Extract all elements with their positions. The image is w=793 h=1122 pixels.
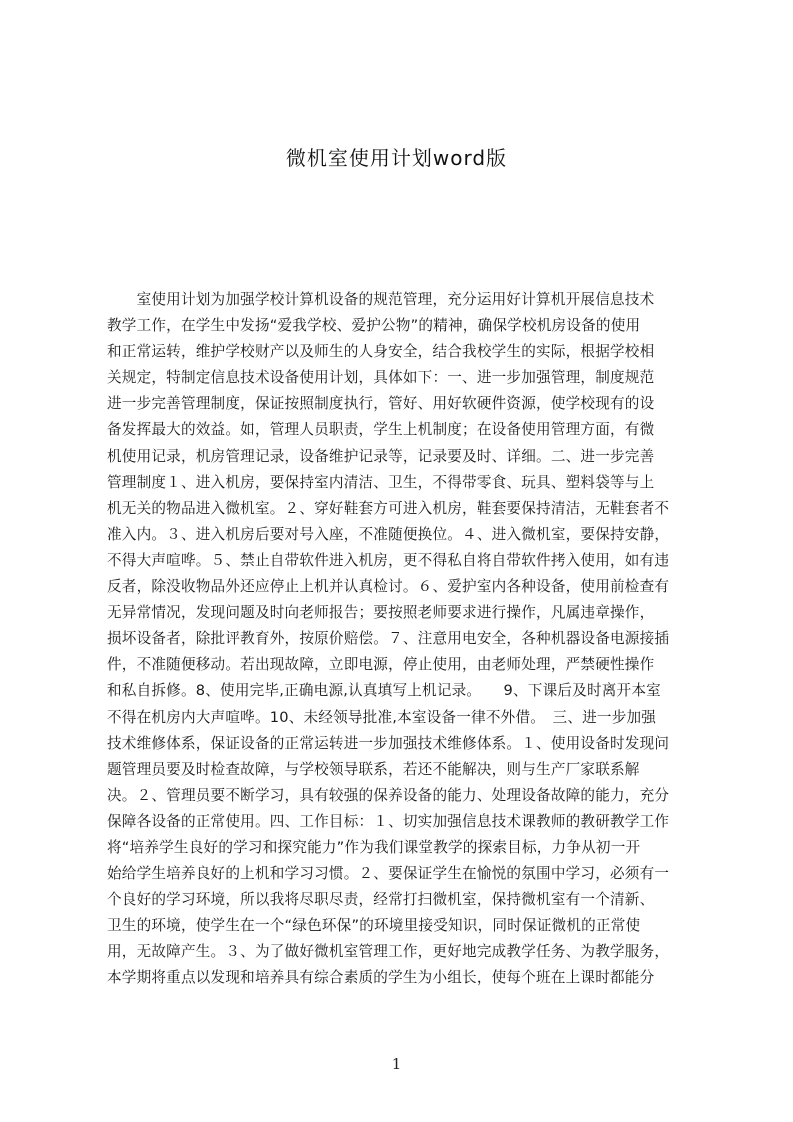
body-line: 题管理员要及时检查故障，与学校领导联系，若还不能解决，则与生产厂家联系解: [107, 760, 640, 778]
body-line: 卫生的环境，使学生在一个“绿色环保”的环境里接受知识，同时保证微机的正常使: [107, 917, 641, 935]
body-line: 关规定，特制定信息技术设备使用计划，具体如下：一、进一步加强管理，制度规范: [107, 369, 655, 387]
body-line: 不得大声喧哗。５、禁止自带软件进入机房，更不得私自将自带软件拷入使用，如有违: [107, 551, 670, 569]
body-line: 教学工作，在学生中发扬“爱我学校、爱护公物”的精神，确保学校机房设备的使用: [107, 317, 641, 335]
body-line: 损坏设备者，除批评教育外，按原价赔偿。７、注意用电安全，各种机器设备电源接插: [107, 630, 670, 648]
document-body: [107, 287, 699, 1047]
body-line: 用，无故障产生。３、为了做好微机室管理工作，更好地完成教学任务、为教学服务，: [107, 943, 670, 961]
document-title: 微机室使用计划word版: [285, 146, 508, 170]
body-line: 技术维修体系，保证设备的正常运转进一步加强技术维修体系。１、使用设备时发现问: [107, 734, 670, 752]
page-number: 1: [391, 1055, 402, 1073]
body-line: 不得在机房内大声喧哗。10、未经领导批准,本室设备一律不外借。 三、进一步加强: [107, 708, 657, 726]
body-line: 管理制度１、进入机房，要保持室内清洁、卫生，不得带零食、玩具、塑料袋等与上: [107, 473, 655, 491]
body-line: 机无关的物品进入微机室。２、穿好鞋套方可进入机房，鞋套要保持清洁，无鞋套者不: [107, 499, 670, 517]
body-line: 室使用计划为加强学校计算机设备的规范管理，充分运用好计算机开展信息技术: [107, 291, 655, 308]
body-line: 将“培养学生良好的学习和探究能力”作为我们课堂教学的探索目标，力争从初一开: [107, 838, 641, 856]
body-line: 本学期将重点以发现和培养具有综合素质的学生为小组长，使每个班在上课时都能分: [107, 969, 655, 987]
body-line: 无异常情况，发现问题及时向老师报告；要按照老师要求进行操作，凡属违章操作，: [107, 604, 655, 622]
body-line: 件，不准随便移动。若出现故障，立即电源，停止使用，由老师处理，严禁硬性操作: [107, 656, 655, 674]
body-line: 机使用记录，机房管理记录，设备维护记录等，记录要及时、详细。二、进一步完善: [107, 447, 655, 465]
body-line: 备发挥最大的效益。如，管理人员职责，学生上机制度；在设备使用管理方面，有微: [107, 421, 655, 439]
body-line: 保障各设备的正常使用。四、工作目标：１、切实加强信息技术课教师的教研教学工作: [107, 812, 670, 830]
body-line: 和私自拆修。8、使用完毕,正确电源,认真填写上机记录。 9、下课后及时离开本室: [107, 682, 661, 700]
body-line: 进一步完善管理制度，保证按照制度执行，管好、用好软硬件资源，使学校现有的设: [107, 395, 655, 413]
body-line: 个良好的学习环境，所以我将尽职尽责，经常打扫微机室，保持微机室有一个清新、: [107, 891, 655, 909]
body-line: 反者，除没收物品外还应停止上机并认真检讨。６、爱护室内各种设备，使用前检查有: [107, 578, 670, 596]
body-line: 准入内。３、进入机房后要对号入座，不准随便换位。４、进入微机室，要保持安静，: [107, 525, 670, 543]
body-line: 始给学生培养良好的上机和学习习惯。２、要保证学生在愉悦的氛围中学习，必须有一: [107, 865, 670, 883]
body-line: 和正常运转，维护学校财产以及师生的人身安全，结合我校学生的实际，根据学校相: [107, 343, 655, 361]
body-line: 决。２、管理员要不断学习，具有较强的保养设备的能力、处理设备故障的能力，充分: [107, 786, 670, 804]
